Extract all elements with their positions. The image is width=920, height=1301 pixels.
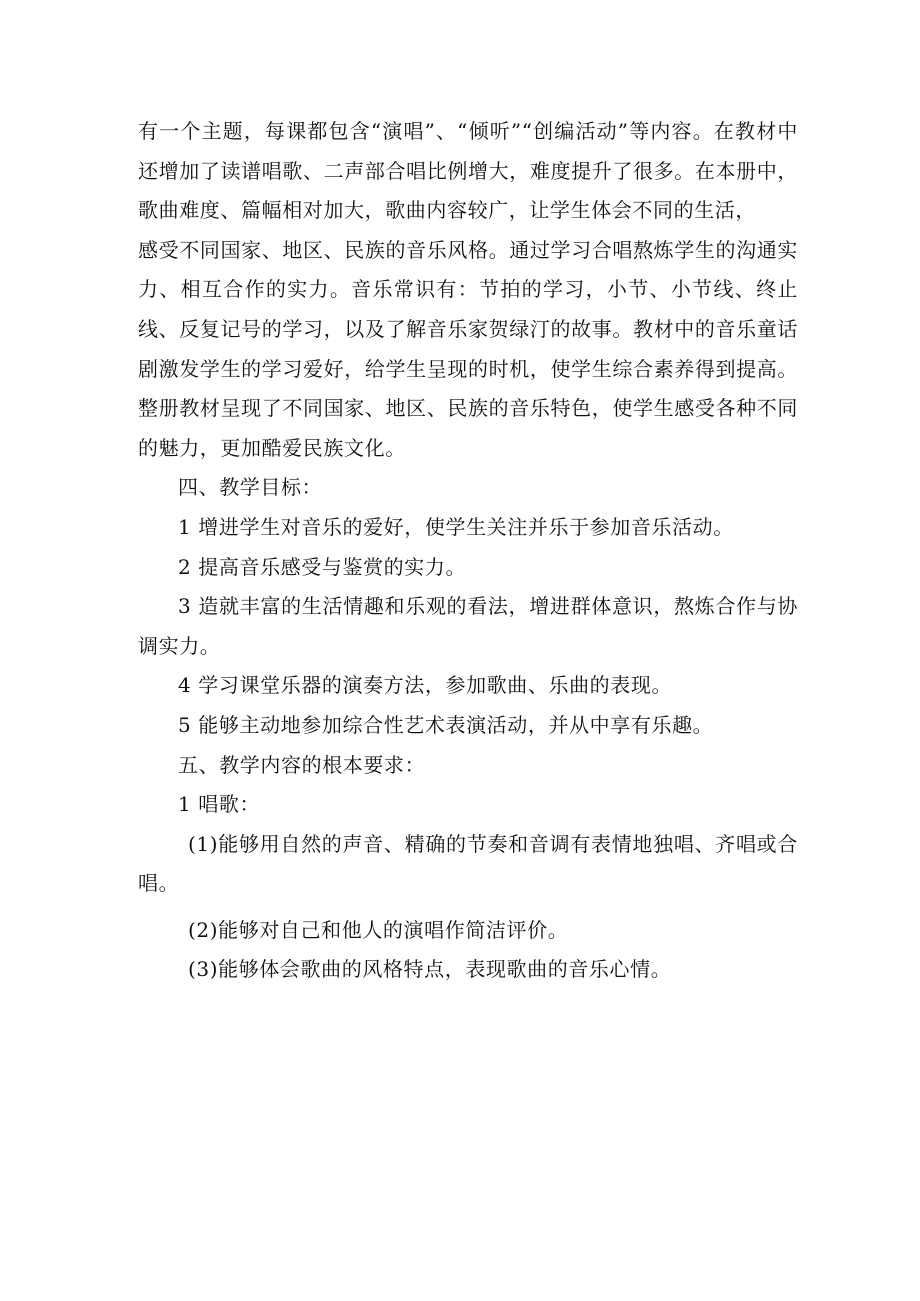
subsection-heading-singing: 1 唱歌： bbox=[178, 792, 261, 817]
goal-item-4: 4 学习课堂乐器的演奏方法，参加歌曲、乐曲的表现。 bbox=[178, 673, 673, 698]
requirement-item-1: (1)能够用自然的声音、精确的节奏和音调有表情地独唱、齐唱或合唱。 bbox=[138, 831, 798, 896]
requirement-item-2: (2)能够对自己和他人的演唱作简洁评价。 bbox=[188, 917, 569, 942]
goal-item-5: 5 能够主动地参加综合性艺术表演活动，并从中享有乐趣。 bbox=[178, 712, 714, 737]
goal-item-1: 1 增进学生对音乐的爱好，使学生关注并乐于参加音乐活动。 bbox=[178, 514, 734, 539]
section-heading-teaching-goals: 四、教学目标： bbox=[178, 475, 323, 500]
goal-item-2: 2 提高音乐感受与鉴赏的实力。 bbox=[178, 554, 467, 579]
section-heading-requirements: 五、教学内容的根本要求： bbox=[178, 752, 426, 777]
document-body bbox=[138, 112, 798, 990]
goal-item-3: 3 造就丰富的生活情趣和乐观的看法，增进群体意识，熬炼合作与协调实力。 bbox=[138, 594, 798, 658]
intro-paragraph: 有一个主题，每课都包含“演唱”、“倾听”“创编活动”等内容。在教材中还增加了读谱唱歌、二声部合唱比例增大，难度提升了很多。在本册中，歌曲难度、篇幅相对加大，歌曲内容较广，让学生体会不同的生活， 感受不同国家、地区、民族的音乐风格。通过学习合唱熬炼学生的沟通实力、相互合作的实力。音乐常识有：节拍的学习，小节、小节线、终止线、反复记号的学习，以及了解音乐家贺绿汀的故事。教材中的音乐童话剧激发学生的学习爱好，给学生呈现的时机，使学生综合素养得到提高。整册教材呈现了不同国家、地区、民族的音乐特色，使学生感受各种不同的魅力，更加酷爱民族文化。 bbox=[138, 119, 798, 460]
requirement-item-3: (3)能够体会歌曲的风格特点，表现歌曲的音乐心情。 bbox=[188, 957, 672, 982]
